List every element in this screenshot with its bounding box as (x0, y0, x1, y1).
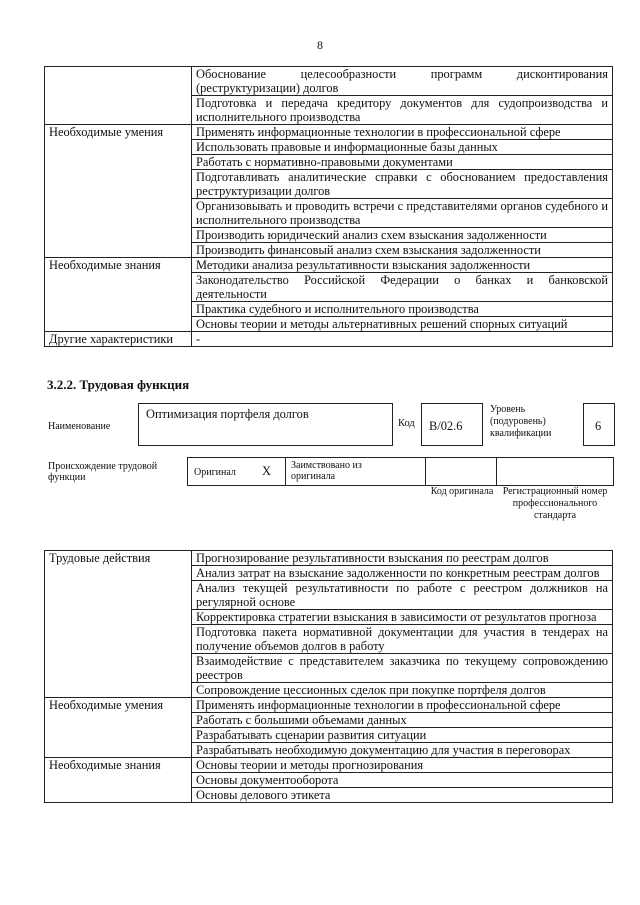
table-cell: Работать с нормативно-правовыми документами (192, 155, 613, 170)
table-cell: Применять информационные технологии в профессиональной сфере (192, 698, 613, 713)
table-cell: Основы делового этикета (192, 788, 613, 803)
origin-reg-cell (496, 457, 614, 486)
table-cell: Обоснование целесообразности программ дисконтирования (реструктуризации) долгов (192, 67, 613, 96)
origin-original-cell (187, 457, 286, 486)
table-cell: Использовать правовые и информационные базы данных (192, 140, 613, 155)
level-field (583, 403, 615, 446)
table-cell: Законодательство Российской Федерации о банках и банковской деятельности (192, 273, 613, 302)
table-cell: Подготавливать аналитические справки с обоснованием предоставления реструктуризации долгов (192, 170, 613, 199)
origin-code-caption: Код оригинала (430, 486, 494, 497)
origin-borrowed-label: Заимствовано из оригинала (291, 460, 362, 482)
table-cell: Методики анализа результативности взыскания задолженности (192, 258, 613, 273)
table-cell: Практика судебного и исполнительного производства (192, 302, 613, 317)
name-value: Оптимизация портфеля долгов (146, 407, 309, 421)
table-cell: Производить юридический анализ схем взыскания задолженности (192, 228, 613, 243)
table-cell: Корректировка стратегии взыскания в зависимости от результатов прогноза (192, 610, 613, 625)
table-cell: Взаимодействие с представителем заказчика по текущему сопровождению реестров (192, 654, 613, 683)
table-cell: - (192, 332, 613, 347)
origin-label: Происхождение трудовой функции (48, 461, 158, 483)
code-label: Код (398, 418, 415, 429)
table-cell: Разрабатывать сценарии развития ситуации (192, 728, 613, 743)
table-cell: Сопровождение цессионных сделок при покупке портфеля долгов (192, 683, 613, 698)
origin-borrowed-cell (285, 457, 426, 486)
origin-reg-caption: Регистрационный номер профессионального стандарта (502, 486, 608, 521)
table-cell: Основы документооборота (192, 773, 613, 788)
table-cell: Подготовка пакета нормативной документации для участия в тендерах на получение объемов долгов в работу (192, 625, 613, 654)
row-group-label: Необходимые умения (45, 698, 192, 758)
name-field (138, 403, 393, 446)
competency-table-continued (44, 66, 613, 347)
row-group-label: Другие характеристики (45, 332, 192, 347)
labor-function-table (44, 550, 613, 803)
level-value: 6 (595, 419, 602, 433)
table-row (45, 551, 613, 566)
page-number: 8 (317, 38, 323, 52)
origin-original-label: Оригинал (194, 467, 236, 478)
table-row (45, 125, 613, 140)
origin-row (187, 457, 613, 486)
table-row (45, 758, 613, 773)
table-row (45, 67, 613, 96)
name-label: Наименование (48, 421, 111, 432)
table-row (45, 698, 613, 713)
table-cell: Основы теории и методы альтернативных решений спорных ситуаций (192, 317, 613, 332)
code-field (421, 403, 483, 446)
row-group-label: Необходимые умения (45, 125, 192, 258)
table-row (45, 332, 613, 347)
table-cell: Организовывать и проводить встречи с представителями органов судебного и исполнительного производства (192, 199, 613, 228)
section-title: 3.2.2. Трудовая функция (47, 377, 190, 392)
table-cell: Подготовка и передача кредитору документов для судопроизводства и исполнительного производства (192, 96, 613, 125)
table-cell: Анализ текущей результативности по работе с реестром должников на регулярной основе (192, 581, 613, 610)
table-cell: Производить финансовый анализ схем взыскания задолженности (192, 243, 613, 258)
code-value: B/02.6 (429, 419, 463, 433)
table-cell: Применять информационные технологии в профессиональной сфере (192, 125, 613, 140)
row-group-label (45, 67, 192, 125)
level-label: Уровень (подуровень) квалификации (490, 404, 552, 439)
row-group-label: Необходимые знания (45, 258, 192, 332)
table-cell: Разрабатывать необходимую документацию для участия в переговорах (192, 743, 613, 758)
origin-code-cell (425, 457, 497, 486)
row-group-label: Трудовые действия (45, 551, 192, 698)
row-group-label: Необходимые знания (45, 758, 192, 803)
table-cell: Работать с большими объемами данных (192, 713, 613, 728)
table-row (45, 258, 613, 273)
origin-original-mark: X (262, 464, 271, 478)
table-cell: Анализ затрат на взыскание задолженности по конкретным реестрам долгов (192, 566, 613, 581)
table-cell: Основы теории и методы прогнозирования (192, 758, 613, 773)
table-cell: Прогнозирование результативности взыскания по реестрам долгов (192, 551, 613, 566)
